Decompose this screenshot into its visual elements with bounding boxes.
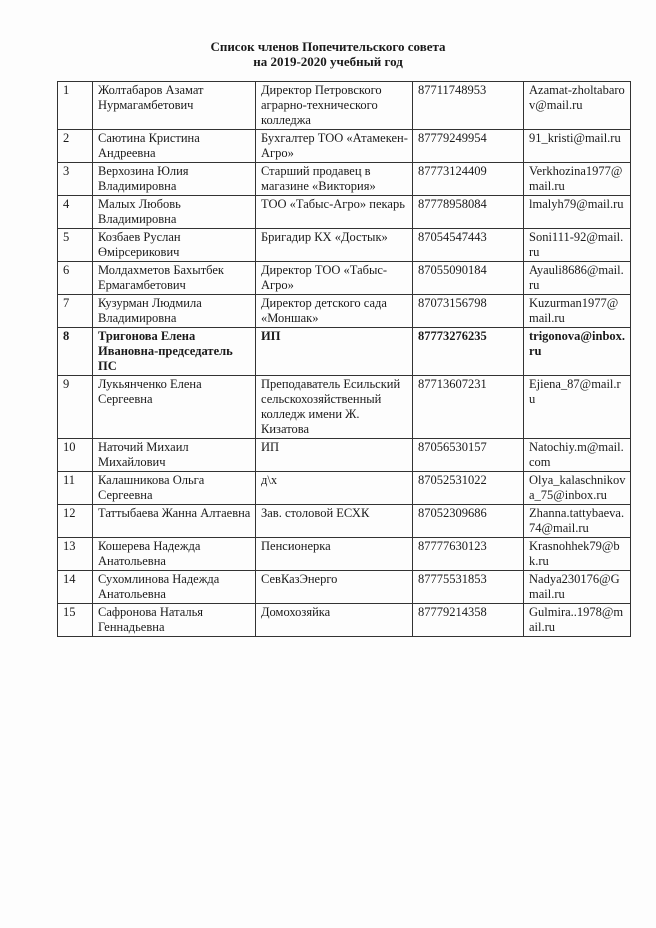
table-row xyxy=(58,229,631,262)
member-phone: 87073156798 xyxy=(413,295,524,328)
row-number: 3 xyxy=(58,163,93,196)
member-email: Natochiy.m@mail.com xyxy=(524,439,631,472)
member-name: Наточий Михаил Михайлович xyxy=(93,439,256,472)
member-email: trigonova@inbox.ru xyxy=(524,328,631,376)
member-phone: 87713607231 xyxy=(413,376,524,439)
member-position: Зав. столовой ЕСХК xyxy=(256,505,413,538)
member-position: Бухгалтер ТОО «Атамекен-Агро» xyxy=(256,130,413,163)
row-number: 9 xyxy=(58,376,93,439)
document-subtitle: на 2019-2020 учебный год xyxy=(253,54,403,69)
members-table xyxy=(57,81,631,637)
member-name: Кузурман Людмила Владимировна xyxy=(93,295,256,328)
member-name: Тригонова Елена Ивановна-председатель ПС xyxy=(93,328,256,376)
member-phone: 87052309686 xyxy=(413,505,524,538)
member-position: Пенсионерка xyxy=(256,538,413,571)
table-row xyxy=(58,295,631,328)
member-position: Преподаватель Есильский сельскохозяйственный колледж имени Ж. Кизатова xyxy=(256,376,413,439)
member-name: Молдахметов Бахытбек Ермагамбетович xyxy=(93,262,256,295)
table-row xyxy=(58,439,631,472)
member-email: lmalyh79@mail.ru xyxy=(524,196,631,229)
member-phone: 87773276235 xyxy=(413,328,524,376)
member-email: Zhanna.tattybaeva.74@mail.ru xyxy=(524,505,631,538)
member-name: Калашникова Ольга Сергеевна xyxy=(93,472,256,505)
member-phone: 87773124409 xyxy=(413,163,524,196)
row-number: 1 xyxy=(58,82,93,130)
member-name: Кошерева Надежда Анатольевна xyxy=(93,538,256,571)
row-number: 10 xyxy=(58,439,93,472)
row-number: 13 xyxy=(58,538,93,571)
row-number: 12 xyxy=(58,505,93,538)
member-phone: 87052531022 xyxy=(413,472,524,505)
table-row xyxy=(58,328,631,376)
members-table-body xyxy=(58,82,631,637)
member-phone: 87055090184 xyxy=(413,262,524,295)
row-number: 5 xyxy=(58,229,93,262)
table-row xyxy=(58,472,631,505)
member-phone: 87778958084 xyxy=(413,196,524,229)
member-email: Azamat-zholtabarov@mail.ru xyxy=(524,82,631,130)
table-row xyxy=(58,82,631,130)
row-number: 8 xyxy=(58,328,93,376)
member-position: ИП xyxy=(256,439,413,472)
member-email: 91_kristi@mail.ru xyxy=(524,130,631,163)
table-row xyxy=(58,163,631,196)
member-phone: 87056530157 xyxy=(413,439,524,472)
member-name: Сафронова Наталья Геннадьевна xyxy=(93,604,256,637)
member-name: Таттыбаева Жанна Алтаевна xyxy=(93,505,256,538)
member-position: ИП xyxy=(256,328,413,376)
member-position: Директор детского сада «Моншак» xyxy=(256,295,413,328)
row-number: 11 xyxy=(58,472,93,505)
member-position: ТОО «Табыс-Агро» пекарь xyxy=(256,196,413,229)
member-email: Nadya230176@Gmail.ru xyxy=(524,571,631,604)
member-email: Kuzurman1977@mail.ru xyxy=(524,295,631,328)
member-position: Директор Петровского аграрно-технического колледжа xyxy=(256,82,413,130)
member-name: Лукьянченко Елена Сергеевна xyxy=(93,376,256,439)
row-number: 6 xyxy=(58,262,93,295)
member-email: Olya_kalaschnikova_75@inbox.ru xyxy=(524,472,631,505)
row-number: 15 xyxy=(58,604,93,637)
table-row xyxy=(58,196,631,229)
table-row xyxy=(58,130,631,163)
member-email: Gulmira..1978@mail.ru xyxy=(524,604,631,637)
row-number: 7 xyxy=(58,295,93,328)
member-email: Ejiena_87@mail.ru xyxy=(524,376,631,439)
member-phone: 87054547443 xyxy=(413,229,524,262)
table-row xyxy=(58,262,631,295)
member-phone: 87775531853 xyxy=(413,571,524,604)
member-name: Верхозина Юлия Владимировна xyxy=(93,163,256,196)
row-number: 2 xyxy=(58,130,93,163)
member-name: Сухомлинова Надежда Анатольевна xyxy=(93,571,256,604)
member-position: Домохозяйка xyxy=(256,604,413,637)
member-phone: 87779214358 xyxy=(413,604,524,637)
table-row xyxy=(58,538,631,571)
member-email: Ayauli8686@mail.ru xyxy=(524,262,631,295)
member-name: Козбаев Руслан Өмірсерикович xyxy=(93,229,256,262)
member-email: Verkhozina1977@mail.ru xyxy=(524,163,631,196)
member-phone: 87711748953 xyxy=(413,82,524,130)
member-position: д\х xyxy=(256,472,413,505)
member-name: Жолтабаров Азамат Нурмагамбетович xyxy=(93,82,256,130)
member-phone: 87779249954 xyxy=(413,130,524,163)
member-position: Старший продавец в магазине «Виктория» xyxy=(256,163,413,196)
table-row xyxy=(58,505,631,538)
table-row xyxy=(58,571,631,604)
document-title: Список членов Попечительского совета xyxy=(210,39,446,54)
member-position: Бригадир КХ «Достык» xyxy=(256,229,413,262)
member-email: Krasnohhek79@bk.ru xyxy=(524,538,631,571)
member-email: Soni111-92@mail.ru xyxy=(524,229,631,262)
row-number: 14 xyxy=(58,571,93,604)
row-number: 4 xyxy=(58,196,93,229)
member-name: Саютина Кристина Андреевна xyxy=(93,130,256,163)
member-position: СевКазЭнерго xyxy=(256,571,413,604)
table-row xyxy=(58,376,631,439)
member-phone: 87777630123 xyxy=(413,538,524,571)
member-name: Малых Любовь Владимировна xyxy=(93,196,256,229)
member-position: Директор ТОО «Табыс-Агро» xyxy=(256,262,413,295)
table-row xyxy=(58,604,631,637)
